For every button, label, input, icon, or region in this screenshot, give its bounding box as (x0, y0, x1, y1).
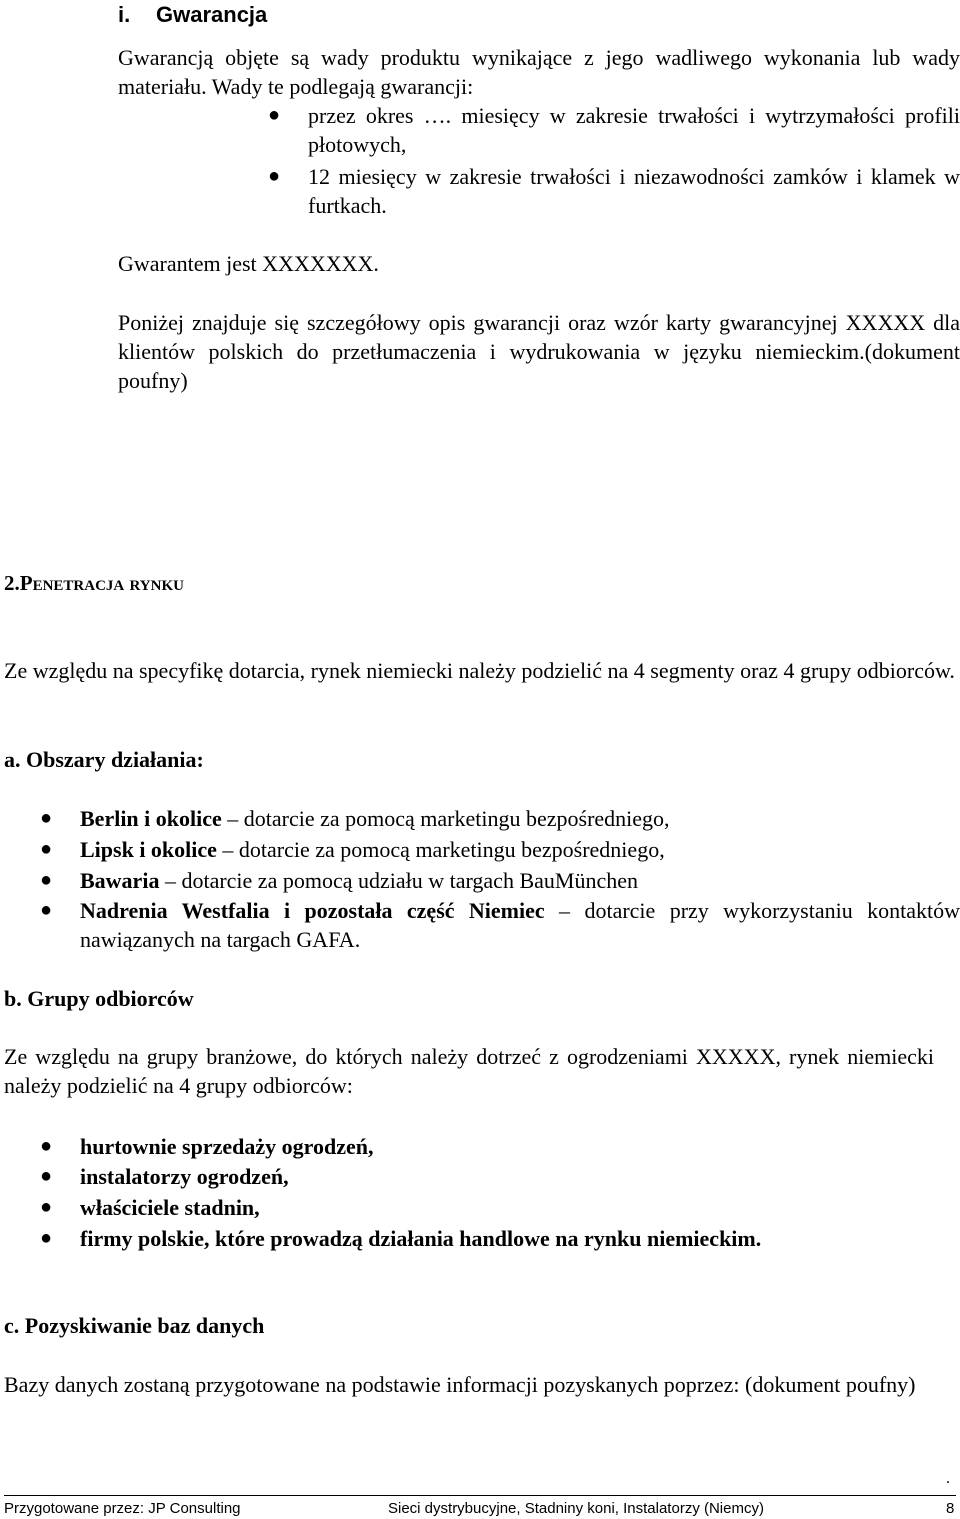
bullet-icon: ● (40, 1135, 53, 1157)
group-text: instalatorzy ogrodzeń, (80, 1164, 289, 1189)
subheading-a: a. Obszary działania: (4, 747, 204, 772)
warranty-detail: Poniżej znajduje się szczegółowy opis gwarancji oraz wzór karty gwarancyjnej XXXXX dla klientów polskich do przetłumaczenia i wydrukowania w języku niemieckim.(dokument poufny) (118, 310, 960, 393)
bullet-icon: ● (40, 899, 53, 921)
area-desc: – dotarcie za pomocą udziału w targach BauMünchen (159, 868, 638, 893)
area-name: Bawaria (80, 868, 160, 893)
database-text: Bazy danych zostaną przygotowane na podstawie informacji pozyskanych poprzez: (dokument poufny) (4, 1372, 916, 1397)
area-desc: – dotarcie przy wykorzystaniu kontaktów nawiązanych na targach GAFA. (80, 898, 960, 952)
footer-author: Przygotowane przez: JP Consulting (4, 1500, 241, 1517)
area-name: Berlin i okolice (80, 806, 222, 831)
footer-page-number: 8 (946, 1500, 955, 1517)
guarantor-text: Gwarantem jest XXXXXXX. (118, 251, 379, 276)
area-desc: – dotarcie za pomocą marketingu bezpośredniego, (221, 806, 670, 831)
footer-divider (4, 1495, 956, 1496)
footer-document-title: Sieci dystrybucyjne, Stadniny koni, Instalatorzy (Niemcy) (388, 1500, 764, 1517)
bullet-icon: ● (40, 1196, 53, 1218)
subheading-b: b. Grupy odbiorców (4, 986, 194, 1011)
section-heading-2: 2.Penetracja rynku (4, 571, 184, 595)
area-name: Lipsk i okolice (80, 837, 217, 862)
bullet-icon: ● (268, 165, 281, 187)
group-text: właściciele stadnin, (80, 1195, 260, 1220)
subheading-c: c. Pozyskiwanie baz danych (4, 1313, 265, 1338)
group-text: hurtownie sprzedaży ogrodzeń, (80, 1134, 374, 1159)
section-number: i. (118, 2, 131, 27)
bullet-icon: ● (40, 1165, 53, 1187)
area-desc: – dotarcie za pomocą marketingu bezpośredniego, (216, 837, 665, 862)
bullet-icon: ● (40, 807, 53, 829)
group-text: firmy polskie, które prowadzą działania handlowe na rynku niemieckim. (80, 1226, 762, 1251)
bullet-icon: ● (40, 838, 53, 860)
market-intro: Ze względu na specyfikę dotarcia, rynek niemiecki należy podzielić na 4 segmenty oraz 4 grupy odbiorców. (4, 658, 955, 683)
bullet-text: 12 miesięcy w zakresie trwałości i niezawodności zamków i klamek w furtkach. (308, 164, 960, 218)
warranty-intro: Gwarancją objęte są wady produktu wynikające z jego wadliwego wykonania lub wady materiału. Wady te podlegają gwarancji: (118, 45, 960, 99)
area-name: Nadrenia Westfalia i pozostała część Niemiec (80, 898, 545, 923)
bullet-icon: ● (268, 104, 281, 126)
bullet-icon: ● (40, 869, 53, 891)
groups-intro: Ze względu na grupy branżowe, do których należy dotrzeć z ogrodzeniami XXXXX, rynek niemiecki należy podzielić na 4 grupy odbiorców: (4, 1044, 934, 1098)
section-title: Gwarancja (156, 2, 268, 27)
bullet-text: przez okres …. miesięcy w zakresie trwałości i wytrzymałości profili płotowych, (308, 103, 960, 157)
bullet-icon: ● (40, 1227, 53, 1249)
footer-dot: . (946, 1470, 950, 1487)
section-heading-i (118, 0, 267, 29)
